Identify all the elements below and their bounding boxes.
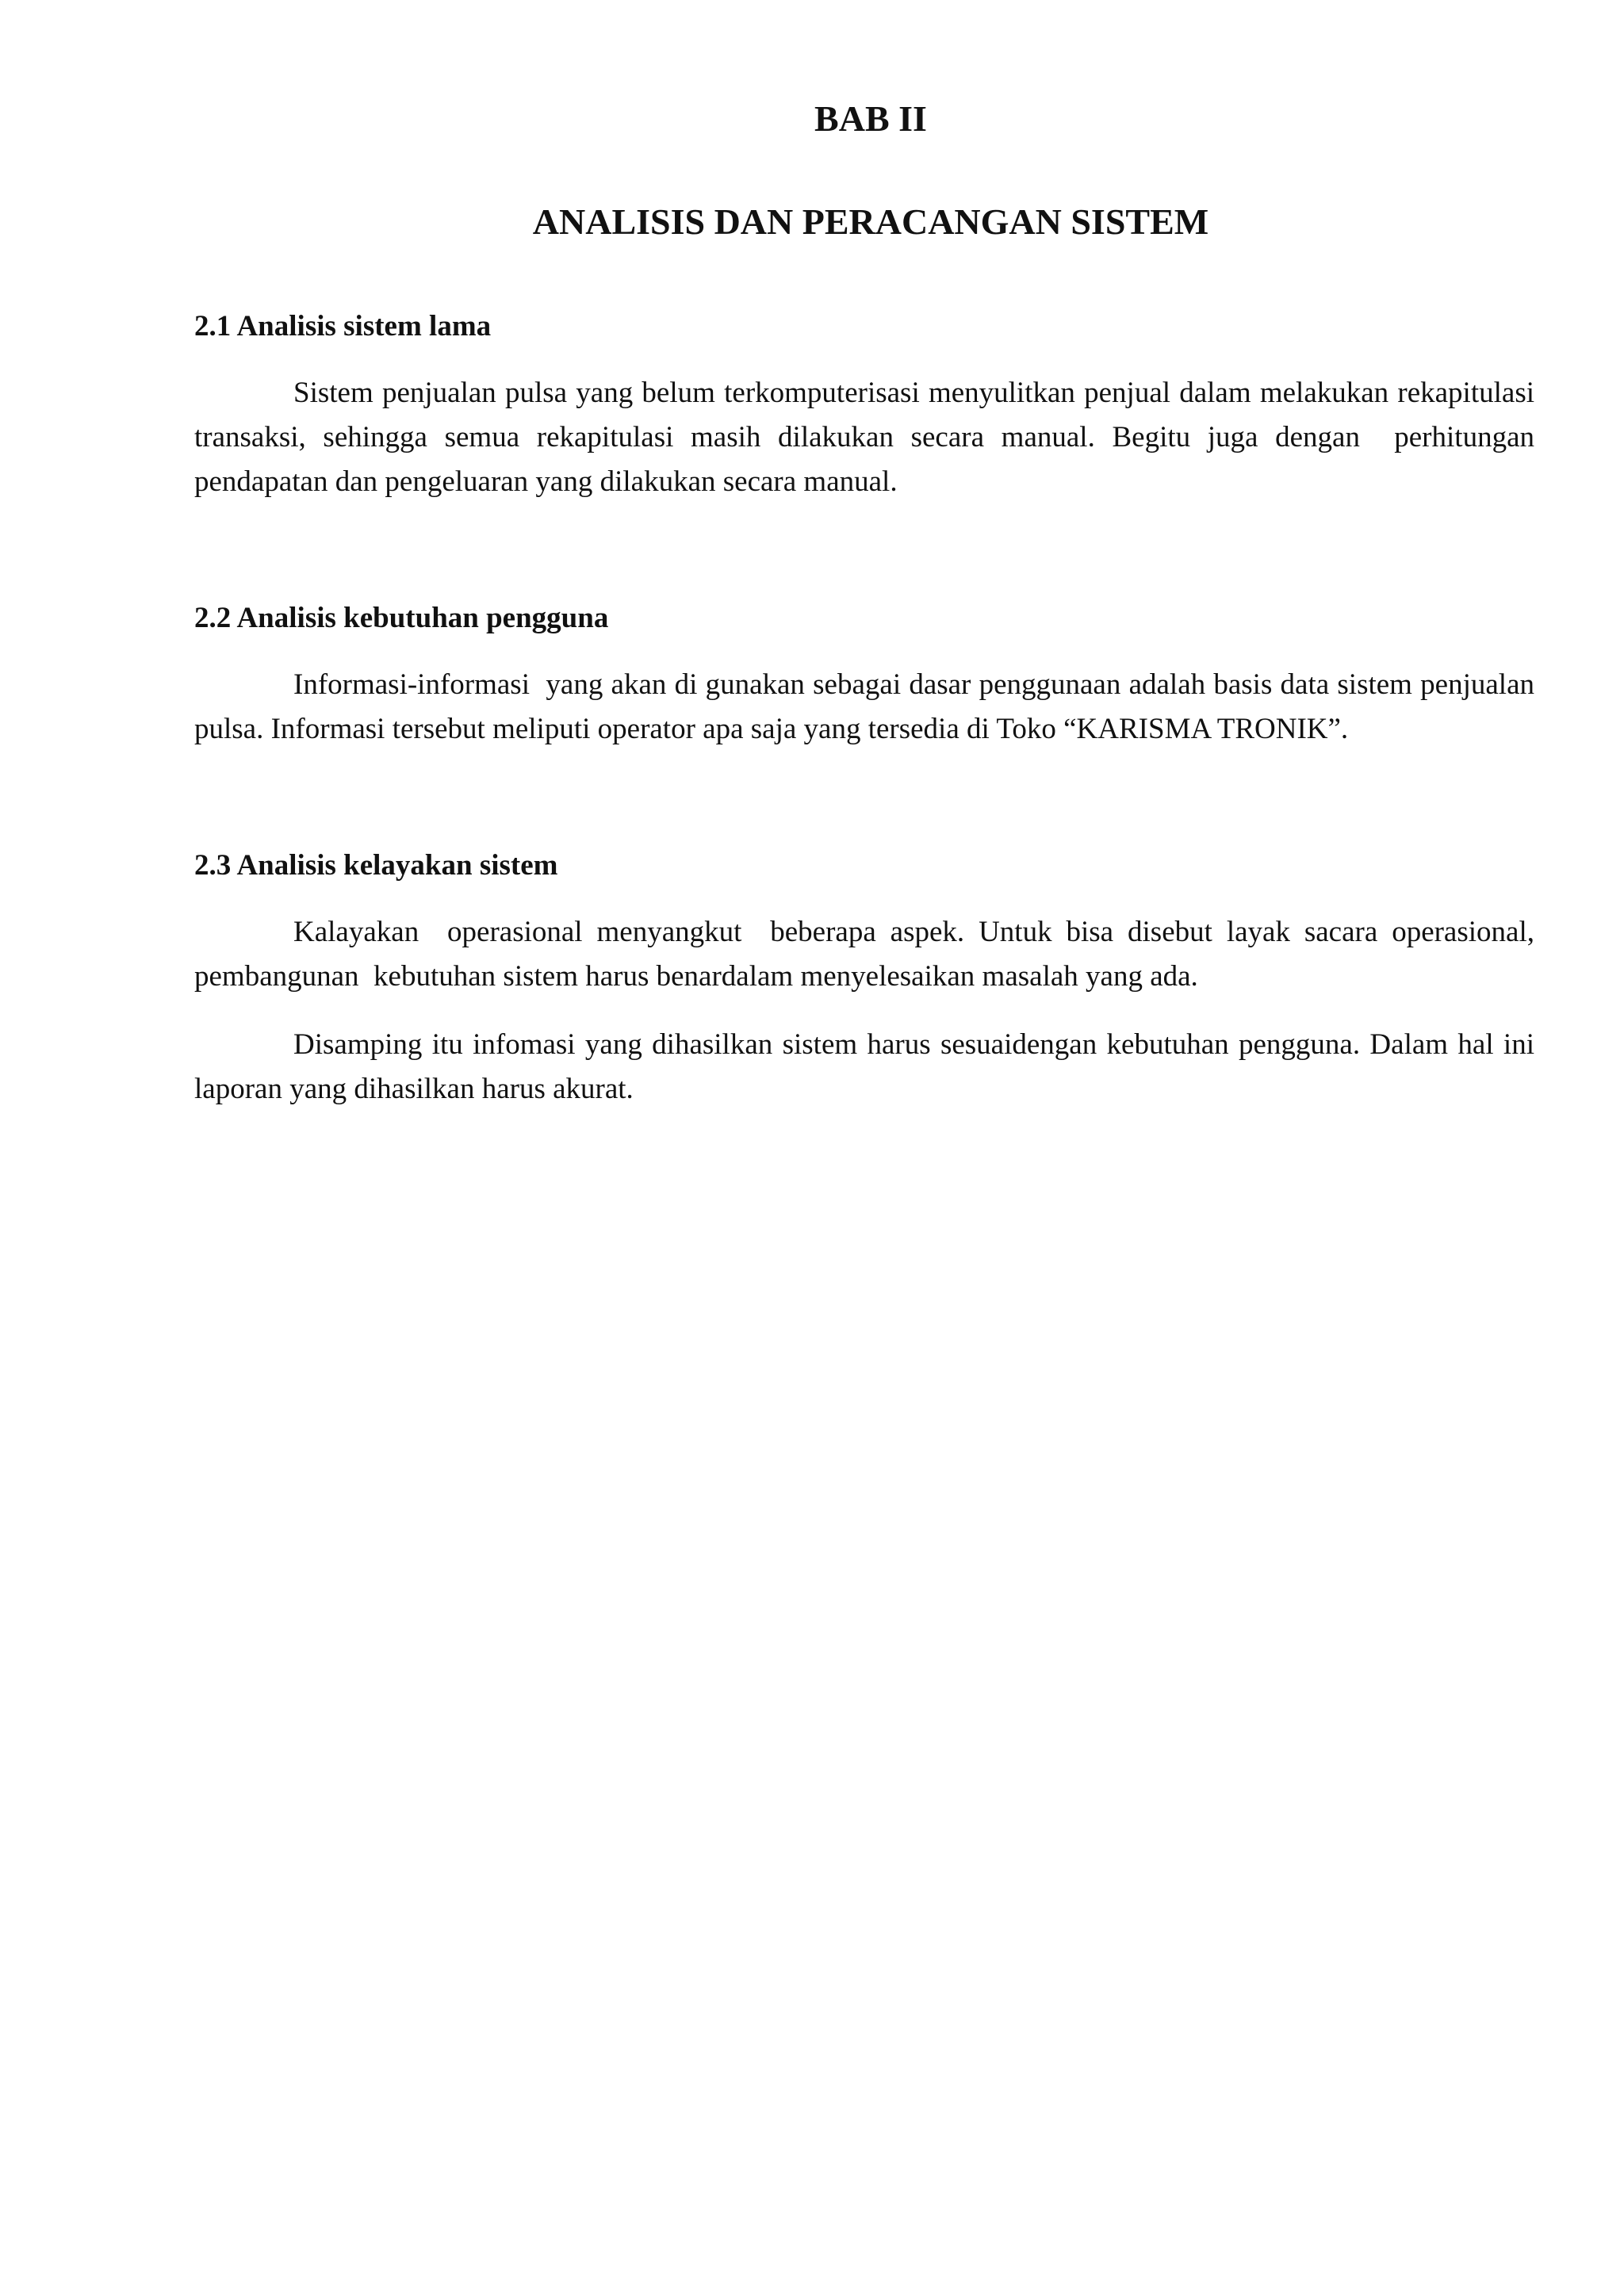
chapter-title: ANALISIS DAN PERACANGAN SISTEM <box>532 201 1209 242</box>
section-heading: 2.1 Analisis sistem lama <box>194 310 492 342</box>
section-heading: 2.3 Analisis kelayakan sistem <box>194 849 558 882</box>
section-2-2 <box>194 598 1542 752</box>
chapter-label: BAB II <box>814 98 927 139</box>
paragraph: Disamping itu infomasi yang dihasilkan sistem harus sesuaidengan kebutuhan pengguna. Dalam hal ini laporan yang dihasilkan harus akurat. <box>194 1028 1542 1105</box>
section-heading: 2.2 Analisis kebutuhan pengguna <box>194 602 609 634</box>
paragraph: Sistem penjualan pulsa yang belum terkomputerisasi menyulitkan penjual dalam melakukan rekapitulasi transaksi, sehingga semua rekapitulasi masih dilakukan secara manual. Begitu juga dengan perhitungan pendapatan dan pengeluaran yang dilakukan secara manual. <box>194 377 1542 498</box>
paragraph: Kalayakan operasional menyangkut beberapa aspek. Untuk bisa disebut layak sacara operasional, pembangunan kebutuhan sistem harus benardalam menyelesaikan masalah yang ada. <box>194 916 1542 993</box>
section-2-3 <box>194 845 1542 1112</box>
section-2-1 <box>194 306 1542 504</box>
document-body <box>194 306 1542 1135</box>
paragraph: Informasi-informasi yang akan di gunakan sebagai dasar penggunaan adalah basis data sistem penjualan pulsa. Informasi tersebut meliputi operator apa saja yang tersedia di Toko “KARISMA TRONIK”. <box>194 668 1542 745</box>
